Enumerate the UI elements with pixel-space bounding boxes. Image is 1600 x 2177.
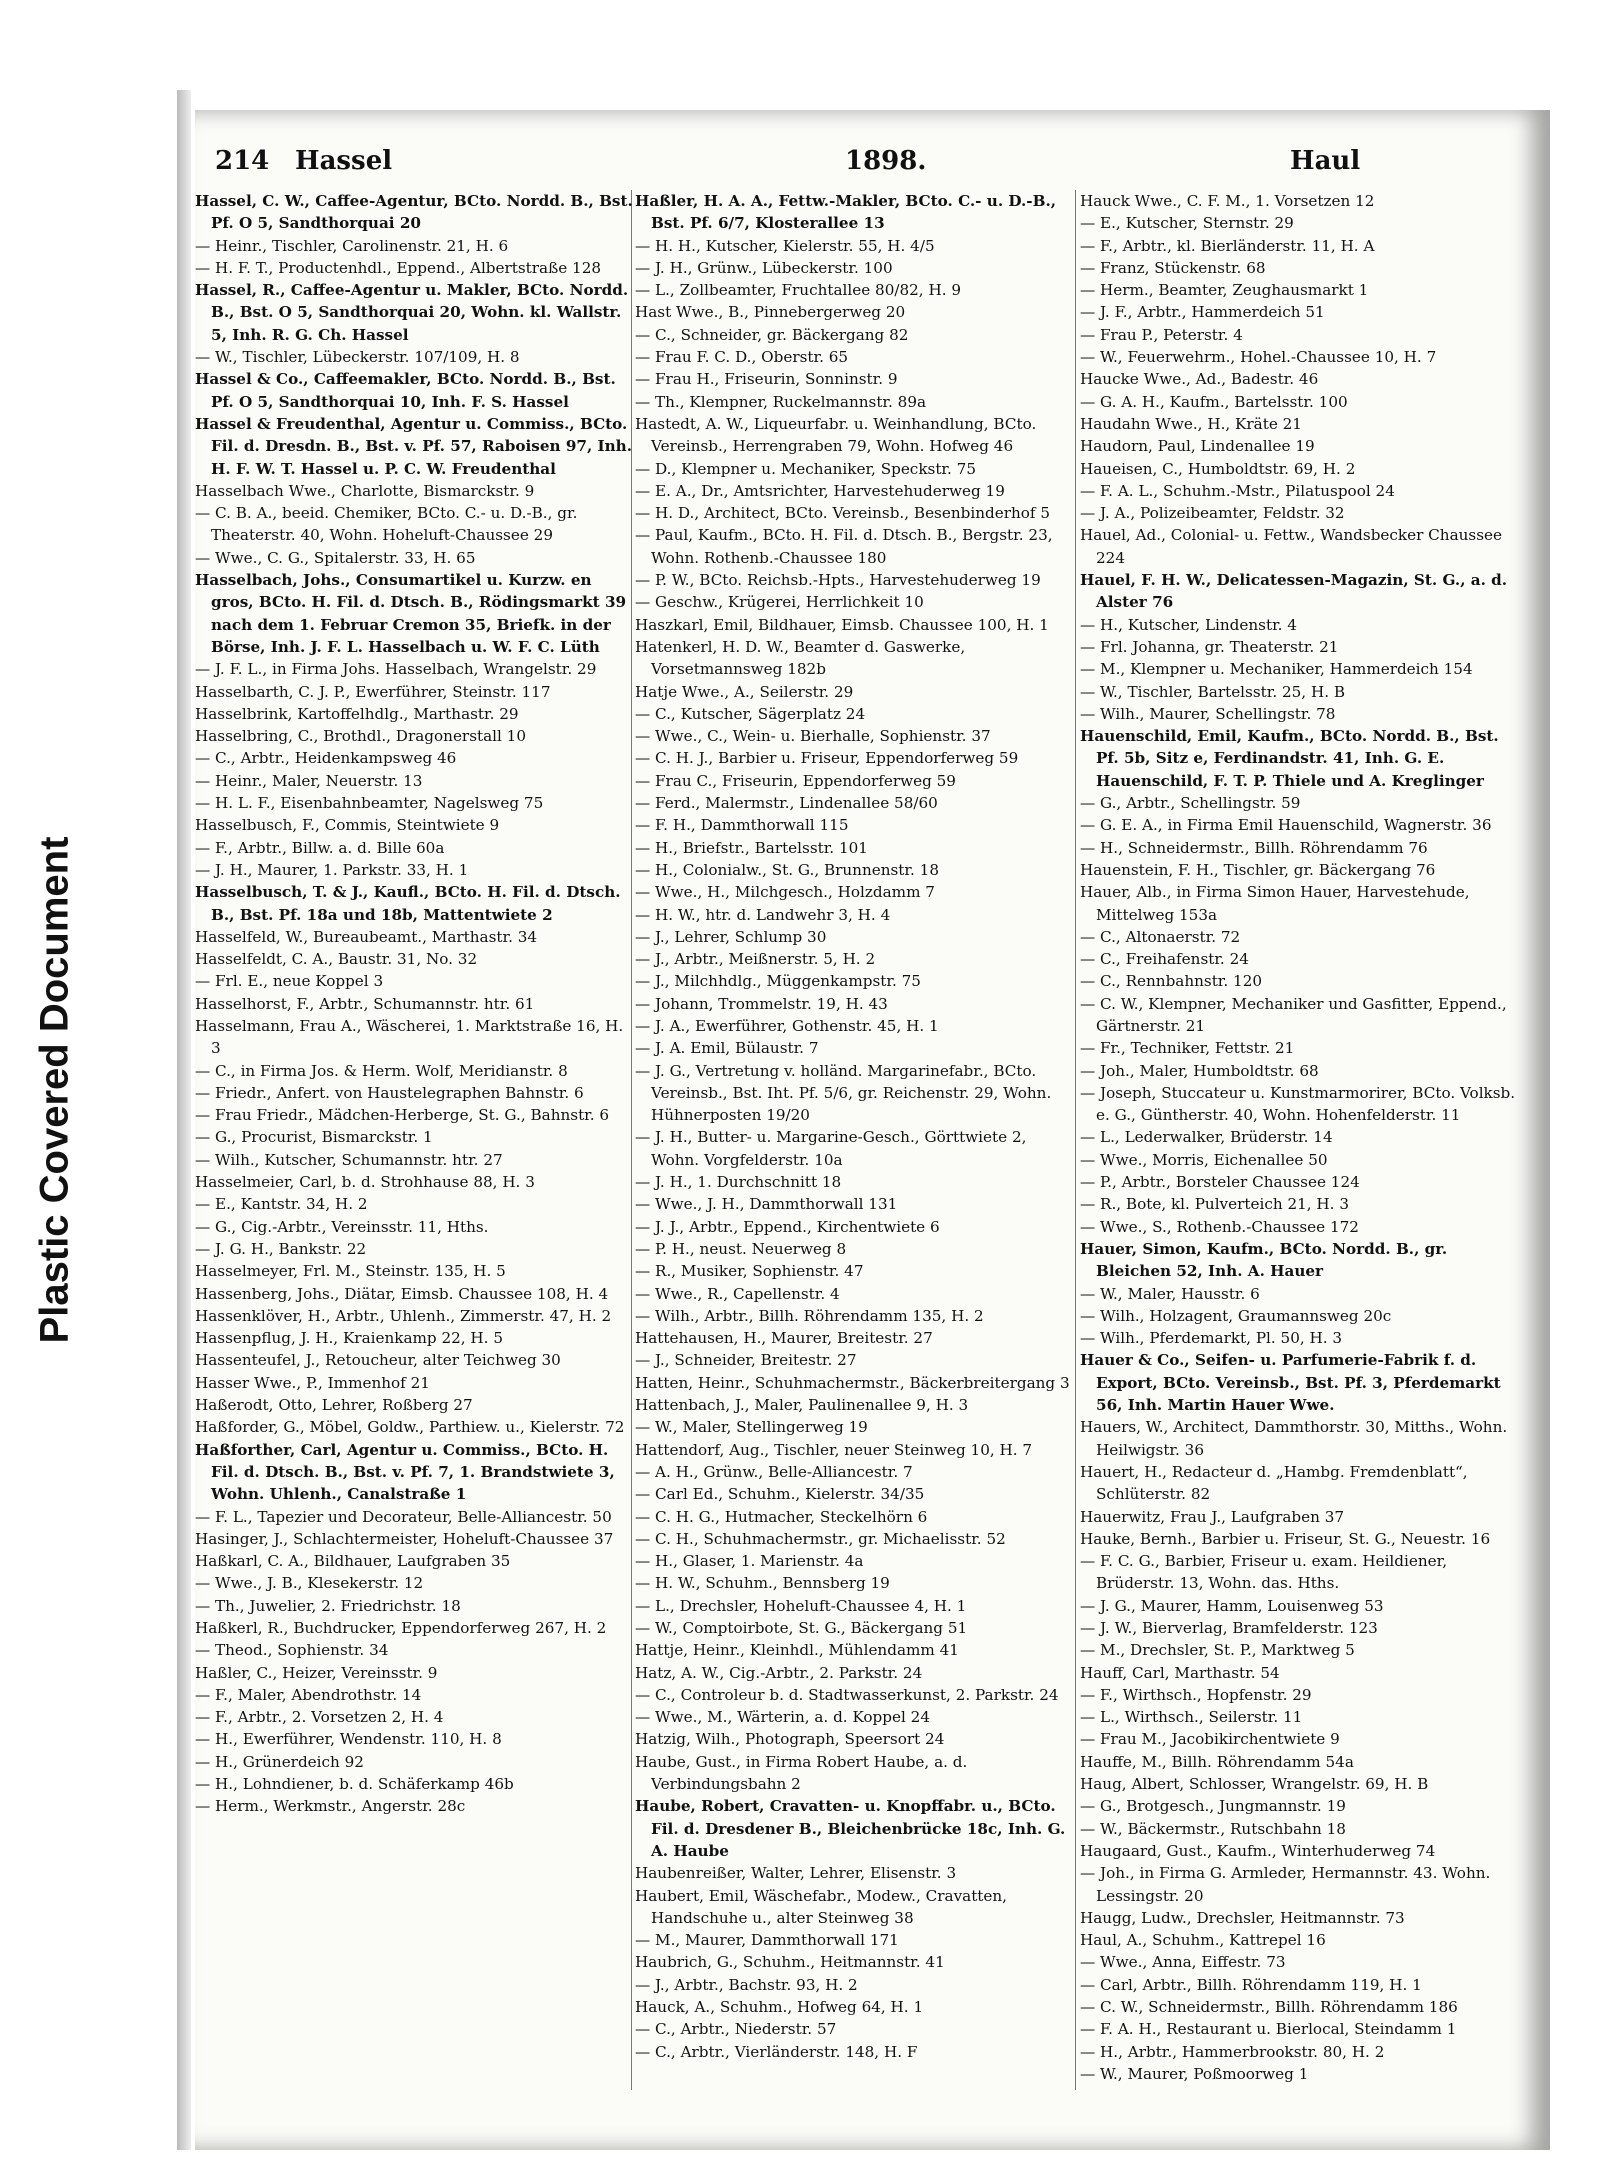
directory-entry: Hauenschild, Emil, Kaufm., BCto. Nordd. B., Bst. Pf. 5b, Sitz e, Ferdinandstr. 41, Inh. G. E. Hauenschild, F. T. P. Thiele und A. Kreglinger (1080, 727, 1499, 790)
directory-entry: — P. H., neust. Neuerweg 8 (635, 1239, 847, 1258)
directory-entry: — G., Brotgesch., Jungmannstr. 19 (1080, 1797, 1346, 1816)
directory-entry: Haueisen, C., Humboldtstr. 69, H. 2 (1080, 459, 1356, 478)
directory-entry: — W., Tischler, Bartelsstr. 25, H. B (1080, 682, 1346, 701)
directory-entry: — C., Arbtr., Heidenkampsweg 46 (195, 749, 457, 768)
directory-entry: — J. G., Maurer, Hamm, Louisenweg 53 (1080, 1596, 1384, 1615)
directory-entry: — J. H., Butter- u. Margarine-Gesch., Görttwiete 2, Wohn. Vorgfelderstr. 10a (635, 1128, 1027, 1169)
directory-entry: — H. D., Architect, BCto. Vereinsb., Besenbinderhof 5 (635, 504, 1050, 523)
directory-entry: — J. W., Bierverlag, Bramfelderstr. 123 (1080, 1619, 1378, 1637)
directory-entry: — Wwe., Anna, Eiffestr. 73 (1080, 1953, 1286, 1972)
directory-entry: — Frau M., Jacobikirchentwiete 9 (1080, 1730, 1340, 1749)
directory-entry: Hatzig, Wilh., Photograph, Speersort 24 (635, 1730, 945, 1749)
directory-entry: — Th., Juwelier, 2. Friedrichstr. 18 (195, 1596, 461, 1615)
directory-entry: — Carl Ed., Schuhm., Kielerstr. 34/35 (635, 1485, 925, 1504)
directory-entry: Hatz, A. W., Cig.-Arbtr., 2. Parkstr. 24 (635, 1663, 923, 1682)
directory-entry: — J. A., Polizeibeamter, Feldstr. 32 (1080, 504, 1345, 523)
directory-page (195, 110, 1550, 2150)
directory-entry: Hauerwitz, Frau J., Laufgraben 37 (1080, 1507, 1345, 1526)
directory-entry: Haugg, Ludw., Drechsler, Heitmannstr. 73 (1080, 1908, 1405, 1927)
directory-entry: Haudorn, Paul, Lindenallee 19 (1080, 437, 1315, 456)
directory-entry: — C. B. A., beeid. Chemiker, BCto. C.- u. D.-B., gr. Theaterstr. 40, Wohn. Hoheluft-Chaussee 29 (195, 504, 578, 545)
directory-entry: Hauel, F. H. W., Delicatessen-Magazin, St. G., a. d. Alster 76 (1080, 571, 1508, 612)
directory-entry: — P., Arbtr., Borsteler Chaussee 124 (1080, 1173, 1360, 1192)
directory-entry: Hauer & Co., Seifen- u. Parfumerie-Fabrik f. d. Export, BCto. Vereinsb., Bst. Pf. 3, Pferdemarkt 56, Inh. Martin Hauer Wwe. (1080, 1351, 1501, 1415)
directory-entry: — J., Arbtr., Meißnerstr. 5, H. 2 (635, 950, 876, 969)
directory-entry: — Frau F. C. D., Oberstr. 65 (635, 348, 849, 367)
directory-entry: — J. H., Grünw., Lübeckerstr. 100 (635, 258, 893, 277)
directory-entry: — H. F. T., Productenhdl., Eppend., Albertstraße 128 (195, 258, 602, 277)
directory-entry: — C., Arbtr., Niederstr. 57 (635, 2020, 837, 2039)
directory-entry: Hassel, C. W., Caffee-Agentur, BCto. Nordd. B., Bst. Pf. O 5, Sandthorquai 20 (195, 192, 633, 233)
directory-entry: — J. A., Ewerführer, Gothenstr. 45, H. 1 (635, 1016, 939, 1035)
directory-entry: — J. G. H., Bankstr. 22 (195, 1239, 367, 1258)
directory-entry: Haugaard, Gust., Kaufm., Winterhuderweg 74 (1080, 1841, 1436, 1860)
directory-entry: — Wilh., Pferdemarkt, Pl. 50, H. 3 (1080, 1329, 1343, 1348)
directory-entry: — Herm., Beamter, Zeughausmarkt 1 (1080, 281, 1369, 300)
directory-entry: — Wwe., M., Wärterin, a. d. Koppel 24 (635, 1708, 930, 1727)
directory-entry: Hasselbring, C., Brothdl., Dragonerstall 10 (195, 727, 527, 746)
directory-entry: — Joh., Maler, Humboldtstr. 68 (1080, 1061, 1319, 1080)
directory-entry: Hassel & Co., Caffeemakler, BCto. Nordd. B., Bst. Pf. O 5, Sandthorquai 10, Inh. F. S. Hassel (195, 370, 616, 411)
directory-entry: Haßkerl, R., Buchdrucker, Eppendorferweg 267, H. 2 (195, 1619, 607, 1637)
directory-entry: — W., Maler, Hausstr. 6 (1080, 1284, 1260, 1303)
directory-entry: — Frl. Johanna, gr. Theaterstr. 21 (1080, 637, 1339, 656)
directory-entry: — H. L. F., Eisenbahnbeamter, Nagelsweg 75 (195, 794, 544, 813)
column-divider (1075, 190, 1076, 2090)
directory-entry: Hassenklöver, H., Arbtr., Uhlenh., Zimmerstr. 47, H. 2 (195, 1306, 612, 1325)
directory-entry: — J., Lehrer, Schlump 30 (635, 927, 827, 946)
directory-entry: — Johann, Trommelstr. 19, H. 43 (635, 994, 888, 1013)
directory-entry: — H., Grünerdeich 92 (195, 1752, 364, 1771)
directory-entry: — E. A., Dr., Amtsrichter, Harvestehuderweg 19 (635, 481, 1005, 500)
directory-entry: — W., Feuerwehrm., Hohel.-Chaussee 10, H. 7 (1080, 348, 1437, 367)
directory-entry: Hassenberg, Johs., Diätar, Eimsb. Chaussee 108, H. 4 (195, 1284, 609, 1303)
directory-entry: — Paul, Kaufm., BCto. H. Fil. d. Dtsch. B., Bergstr. 23, Wohn. Rothenb.-Chaussee 180 (635, 526, 1053, 567)
directory-entry: — W., Maler, Stellingerweg 19 (635, 1418, 868, 1437)
directory-entry: Hasselbrink, Kartoffelhdlg., Marthastr. 29 (195, 704, 519, 723)
directory-entry: — W., Tischler, Lübeckerstr. 107/109, H. 8 (195, 348, 520, 367)
directory-entry: Haubenreißer, Walter, Lehrer, Elisenstr. 3 (635, 1864, 957, 1883)
directory-entry: — Frau P., Peterstr. 4 (1080, 325, 1243, 344)
directory-entry: Hauck Wwe., C. F. M., 1. Vorsetzen 12 (1080, 192, 1375, 210)
directory-entry: — F. A. H., Restaurant u. Bierlocal, Steindamm 1 (1080, 2020, 1457, 2039)
directory-entry: Hatten, Heinr., Schuhmachermstr., Bäckerbreitergang 3 (635, 1373, 1070, 1392)
directory-entry: Hauer, Alb., in Firma Simon Hauer, Harvestehude, Mittelweg 153a (1080, 883, 1470, 924)
directory-entry: — Wwe., C. G., Spitalerstr. 33, H. 65 (195, 548, 476, 567)
directory-entry: — Heinr., Tischler, Carolinenstr. 21, H. 6 (195, 236, 509, 255)
right-running-head: Haul (1290, 146, 1361, 176)
directory-entry: — F., Arbtr., 2. Vorsetzen 2, H. 4 (195, 1708, 444, 1727)
running-head (215, 146, 1490, 186)
directory-entry: Haubert, Emil, Wäschefabr., Modew., Cravatten, Handschuhe u., alter Steinweg 38 (635, 1886, 1008, 1927)
directory-entry: — Frau C., Friseurin, Eppendorferweg 59 (635, 771, 956, 790)
directory-entry: — Wwe., J. B., Klesekerstr. 12 (195, 1574, 424, 1593)
directory-entry: Haßforder, G., Möbel, Goldw., Parthiew. u., Kielerstr. 72 (195, 1418, 625, 1437)
directory-entry: — J. A. Emil, Bülaustr. 7 (635, 1039, 819, 1058)
directory-entry: — P. W., BCto. Reichsb.-Hpts., Harvestehuderweg 19 (635, 571, 1041, 590)
column-1 (195, 190, 633, 1818)
directory-entry: Haubrich, G., Schuhm., Heitmannstr. 41 (635, 1953, 945, 1972)
directory-entry: — Wwe., S., Rothenb.-Chaussee 172 (1080, 1217, 1359, 1236)
directory-entry: — J. J., Arbtr., Eppend., Kirchentwiete 6 (635, 1217, 940, 1236)
directory-entry: — L., Drechsler, Hoheluft-Chaussee 4, H. 1 (635, 1596, 967, 1615)
directory-entry: Haßerodt, Otto, Lehrer, Roßberg 27 (195, 1396, 473, 1415)
directory-entry: Hattje, Heinr., Kleinhdl., Mühlendamm 41 (635, 1641, 959, 1660)
directory-entry: Hauff, Carl, Marthastr. 54 (1080, 1663, 1280, 1682)
directory-entry: — Theod., Sophienstr. 34 (195, 1641, 389, 1660)
directory-entry: Hassel, R., Caffee-Agentur u. Makler, BCto. Nordd. B., Bst. O 5, Sandthorquai 20, Wohn. kl. Wallstr. 5, Inh. R. G. Ch. Hassel (195, 281, 629, 344)
directory-entry: — J., Arbtr., Bachstr. 93, H. 2 (635, 1975, 858, 1994)
directory-entry: — G. E. A., in Firma Emil Hauenschild, Wagnerstr. 36 (1080, 816, 1492, 835)
directory-entry: Haucke Wwe., Ad., Badestr. 46 (1080, 370, 1319, 389)
directory-entry: — G., Arbtr., Schellingstr. 59 (1080, 794, 1301, 813)
directory-entry: — J. F. L., in Firma Johs. Hasselbach, Wrangelstr. 29 (195, 660, 597, 679)
directory-entry: Haszkarl, Emil, Bildhauer, Eimsb. Chaussee 100, H. 1 (635, 615, 1049, 634)
directory-entry: Hauert, H., Redacteur d. „Hambg. Fremdenblatt“, Schlüterstr. 82 (1080, 1462, 1468, 1504)
plastic-covered-label (0, 0, 110, 2177)
directory-entry: — Wwe., R., Capellenstr. 4 (635, 1284, 840, 1303)
sidebar-text: Plastic Covered Document (32, 836, 77, 1344)
directory-entry: — Carl, Arbtr., Billh. Röhrendamm 119, H. 1 (1080, 1975, 1422, 1994)
directory-entry: — Joseph, Stuccateur u. Kunstmarmorirer, BCto. Volksb. e. G., Güntherstr. 40, Wohn. Hohenfelderstr. 11 (1080, 1083, 1516, 1125)
directory-entry: — A. H., Grünw., Belle-Alliancestr. 7 (635, 1462, 913, 1481)
directory-entry: Haudahn Wwe., H., Kräte 21 (1080, 414, 1302, 433)
directory-entry: Hauel, Ad., Colonial- u. Fettw., Wandsbecker Chaussee 224 (1080, 526, 1502, 567)
directory-entry: — M., Drechsler, St. P., Marktweg 5 (1080, 1641, 1355, 1660)
directory-entry: Hauffe, M., Billh. Röhrendamm 54a (1080, 1752, 1354, 1771)
directory-entry: Hastedt, A. W., Liqueurfabr. u. Weinhandlung, BCto. Vereinsb., Herrengraben 79, Wohn. Hofweg 46 (635, 414, 1037, 456)
directory-entry: — J., Schneider, Breitestr. 27 (635, 1351, 857, 1370)
directory-entry: — H. W., htr. d. Landwehr 3, H. 4 (635, 905, 891, 924)
directory-entry: — C., Arbtr., Vierländerstr. 148, H. F (635, 2042, 918, 2061)
directory-entry: — F., Arbtr., Billw. a. d. Bille 60a (195, 838, 445, 857)
directory-entry: — H., Colonialw., St. G., Brunnenstr. 18 (635, 860, 939, 879)
column-2 (635, 190, 1073, 2063)
directory-entry: — Th., Klempner, Ruckelmannstr. 89a (635, 392, 927, 411)
directory-entry: Haul, A., Schuhm., Kattrepel 16 (1080, 1931, 1326, 1950)
directory-entry: — C., Schneider, gr. Bäckergang 82 (635, 325, 909, 344)
directory-entry: Hasselbach Wwe., Charlotte, Bismarckstr. 9 (195, 481, 535, 500)
directory-entry: — Frl. E., neue Koppel 3 (195, 972, 384, 991)
directory-entry: Hauer, Simon, Kaufm., BCto. Nordd. B., gr. Bleichen 52, Inh. A. Hauer (1080, 1239, 1448, 1281)
directory-entry: Hatenkerl, H. D. W., Beamter d. Gaswerke, Vorsetmannsweg 182b (635, 637, 966, 679)
directory-entry: Haube, Robert, Cravatten- u. Knopffabr. u., BCto. Fil. d. Dresdener B., Bleichenbrücke 18c, Inh. G. A. Haube (635, 1797, 1066, 1860)
directory-entry: — Wilh., Holzagent, Graumannsweg 20c (1080, 1306, 1392, 1325)
directory-entry: Hauenstein, F. H., Tischler, gr. Bäckergang 76 (1080, 860, 1436, 879)
directory-entry: — Fr., Techniker, Fettstr. 21 (1080, 1039, 1295, 1058)
directory-entry: — C., Altonaerstr. 72 (1080, 927, 1241, 946)
directory-entry: — M., Maurer, Dammthorwall 171 (635, 1931, 899, 1950)
directory-entry: — Franz, Stückenstr. 68 (1080, 258, 1266, 277)
directory-entry: — F., Arbtr., kl. Bierländerstr. 11, H. A (1080, 236, 1375, 255)
directory-entry: Hasinger, J., Schlachtermeister, Hoheluft-Chaussee 37 (195, 1529, 614, 1548)
directory-entry: — F. H., Dammthorwall 115 (635, 816, 849, 835)
directory-entry: — L., Zollbeamter, Fruchtallee 80/82, H. 9 (635, 281, 962, 300)
directory-entry: — Wwe., Morris, Eichenallee 50 (1080, 1150, 1328, 1169)
directory-entry: — Ferd., Malermstr., Lindenallee 58/60 (635, 794, 938, 813)
directory-entry: — G., Procurist, Bismarckstr. 1 (195, 1128, 433, 1147)
directory-entry: — W., Maurer, Poßmoorweg 1 (1080, 2064, 1309, 2083)
directory-entry: — C., Kutscher, Sägerplatz 24 (635, 704, 866, 723)
directory-entry: Hauers, W., Architect, Dammthorstr. 30, Mitths., Wohn. Heilwigstr. 36 (1080, 1418, 1508, 1459)
directory-entry: — H., Schneidermstr., Billh. Röhrendamm 76 (1080, 838, 1428, 857)
directory-entry: Hasselbusch, T. & J., Kaufl., BCto. H. Fil. d. Dtsch. B., Bst. Pf. 18a und 18b, Mattentwiete 2 (195, 883, 621, 924)
directory-entry: — Wwe., H., Milchgesch., Holzdamm 7 (635, 883, 935, 902)
directory-entry: — G. A. H., Kaufm., Bartelsstr. 100 (1080, 392, 1348, 411)
directory-entry: — Friedr., Anfert. von Haustelegraphen Bahnstr. 6 (195, 1083, 584, 1102)
directory-entry: — G., Cig.-Arbtr., Vereinsstr. 11, Hths. (195, 1217, 489, 1236)
directory-entry: — Joh., in Firma G. Armleder, Hermannstr. 43. Wohn. Lessingstr. 20 (1080, 1864, 1491, 1905)
directory-entry: — C. H., Schuhmachermstr., gr. Michaelisstr. 52 (635, 1529, 1006, 1548)
directory-entry: — H., Arbtr., Hammerbrookstr. 80, H. 2 (1080, 2042, 1385, 2061)
directory-entry: Hasser Wwe., P., Immenhof 21 (195, 1373, 430, 1392)
directory-entry: Hasselmann, Frau A., Wäscherei, 1. Marktstraße 16, H. 3 (195, 1016, 624, 1058)
directory-entry: Hasselmeier, Carl, b. d. Strohhause 88, H. 3 (195, 1173, 535, 1192)
directory-entry: — C. W., Schneidermstr., Billh. Röhrendamm 186 (1080, 1998, 1458, 2017)
directory-entry: — C. W., Klempner, Mechaniker und Gasfitter, Eppend., Gärtnerstr. 21 (1080, 994, 1507, 1035)
directory-entry: Hast Wwe., B., Pinnebergerweg 20 (635, 303, 906, 322)
directory-entry: — L., Wirthsch., Seilerstr. 11 (1080, 1708, 1303, 1727)
directory-entry: Hattendorf, Aug., Tischler, neuer Steinweg 10, H. 7 (635, 1440, 1033, 1459)
directory-entry: — C., Rennbahnstr. 120 (1080, 972, 1263, 991)
directory-entry: — W., Bäckermstr., Rutschbahn 18 (1080, 1819, 1346, 1838)
directory-entry: — H. W., Schuhm., Bennsberg 19 (635, 1574, 890, 1593)
directory-entry: Hasselhorst, F., Arbtr., Schumannstr. htr. 61 (195, 994, 535, 1013)
directory-entry: — F., Maler, Abendrothstr. 14 (195, 1685, 422, 1704)
directory-entry: — Wwe., J. H., Dammthorwall 131 (635, 1195, 898, 1214)
directory-entry: Hasselmeyer, Frl. M., Steinstr. 135, H. 5 (195, 1262, 506, 1281)
directory-entry: — F. A. L., Schuhm.-Mstr., Pilatuspool 24 (1080, 481, 1395, 500)
directory-entry: — E., Kutscher, Sternstr. 29 (1080, 214, 1294, 233)
directory-entry: — H. H., Kutscher, Kielerstr. 55, H. 4/5 (635, 236, 935, 255)
directory-entry: Hasselfeld, W., Bureaubeamt., Marthastr. 34 (195, 927, 538, 946)
left-running-head: Hassel (295, 146, 393, 176)
directory-entry: Hauck, A., Schuhm., Hofweg 64, H. 1 (635, 1998, 924, 2017)
directory-entry: Hattenbach, J., Maler, Paulinenallee 9, H. 3 (635, 1396, 969, 1415)
directory-entry: — C., in Firma Jos. & Herm. Wolf, Meridianstr. 8 (195, 1061, 568, 1080)
directory-entry: — Herm., Werkmstr., Angerstr. 28c (195, 1797, 466, 1816)
directory-entry: — E., Kantstr. 34, H. 2 (195, 1195, 368, 1214)
directory-entry: Haßkarl, C. A., Bildhauer, Laufgraben 35 (195, 1552, 511, 1571)
directory-entry: — J. F., Arbtr., Hammerdeich 51 (1080, 303, 1325, 322)
directory-entry: Haug, Albert, Schlosser, Wrangelstr. 69, H. B (1080, 1775, 1429, 1794)
directory-entry: — L., Lederwalker, Brüderstr. 14 (1080, 1128, 1333, 1147)
directory-entry: — R., Bote, kl. Pulverteich 21, H. 3 (1080, 1195, 1349, 1214)
directory-entry: — C. H. J., Barbier u. Friseur, Eppendorferweg 59 (635, 749, 1019, 768)
directory-entry: Hauke, Bernh., Barbier u. Friseur, St. G., Neuestr. 16 (1080, 1529, 1491, 1548)
directory-entry: — H., Ewerführer, Wendenstr. 110, H. 8 (195, 1730, 502, 1749)
directory-entry: — M., Klempner u. Mechaniker, Hammerdeich 154 (1080, 660, 1473, 679)
directory-entry: Hattehausen, H., Maurer, Breitestr. 27 (635, 1329, 933, 1348)
directory-entry: Hasselbusch, F., Commis, Steintwiete 9 (195, 816, 500, 835)
directory-entry: Haßler, C., Heizer, Vereinsstr. 9 (195, 1663, 438, 1682)
directory-entry: — F. L., Tapezier und Decorateur, Belle-Alliancestr. 50 (195, 1507, 612, 1526)
directory-entry: — J. H., Maurer, 1. Parkstr. 33, H. 1 (195, 860, 469, 879)
directory-entry: Hasselfeldt, C. A., Baustr. 31, No. 32 (195, 950, 478, 969)
directory-entry: Hassenteufel, J., Retoucheur, alter Teichweg 30 (195, 1351, 561, 1370)
directory-entry: Haßforther, Carl, Agentur u. Commiss., BCto. H. Fil. d. Dtsch. B., Bst. v. Pf. 7, 1. Brandstwiete 3, Wohn. Uhlenh., Canalstraße 1 (195, 1440, 615, 1504)
directory-entry: — Wwe., C., Wein- u. Bierhalle, Sophienstr. 37 (635, 727, 991, 746)
directory-entry: Hasselbach, Johs., Consumartikel u. Kurzw. en gros, BCto. H. Fil. d. Dtsch. B., Rödingsmarkt 39 nach dem 1. Februar Cremon 35, Briefk. in der Börse, Inh. J. F. L. Hasselbach u. W. F. C. Lüth (195, 571, 627, 656)
directory-entry: — R., Musiker, Sophienstr. 47 (635, 1262, 864, 1281)
directory-entry: — H., Glaser, 1. Marienstr. 4a (635, 1552, 864, 1571)
directory-entry: — H., Briefstr., Bartelsstr. 101 (635, 838, 868, 857)
directory-entry: — J., Milchhdlg., Müggenkampstr. 75 (635, 972, 921, 991)
page-number: 214 (215, 146, 270, 176)
directory-entry: — Geschw., Krügerei, Herrlichkeit 10 (635, 593, 924, 612)
directory-entry: — Heinr., Maler, Neuerstr. 13 (195, 771, 423, 790)
directory-entry: — C., Controleur b. d. Stadtwasserkunst, 2. Parkstr. 24 (635, 1685, 1059, 1704)
directory-entry: — D., Klempner u. Mechaniker, Speckstr. 75 (635, 459, 976, 478)
directory-entry: — F., Wirthsch., Hopfenstr. 29 (1080, 1685, 1312, 1704)
year-heading: 1898. (845, 146, 927, 176)
directory-entry: Haßler, H. A. A., Fettw.-Makler, BCto. C.- u. D.-B., Bst. Pf. 6/7, Klosterallee 13 (635, 192, 1057, 233)
directory-entry: — Frau H., Friseurin, Sonninstr. 9 (635, 370, 898, 389)
directory-entry: — Frau Friedr., Mädchen-Herberge, St. G., Bahnstr. 6 (195, 1106, 610, 1125)
directory-entry: — J. H., 1. Durchschnitt 18 (635, 1173, 842, 1192)
directory-entry: Hassenpflug, J. H., Kraienkamp 22, H. 5 (195, 1329, 503, 1348)
directory-entry: — Wilh., Arbtr., Billh. Röhrendamm 135, H. 2 (635, 1306, 984, 1325)
directory-entry: Haube, Gust., in Firma Robert Haube, a. d. Verbindungsbahn 2 (635, 1752, 968, 1794)
directory-entry: — Wilh., Kutscher, Schumannstr. htr. 27 (195, 1150, 503, 1169)
directory-entry: Hatje Wwe., A., Seilerstr. 29 (635, 682, 854, 701)
column-3 (1080, 190, 1518, 2085)
directory-entry: — C., Freihafenstr. 24 (1080, 950, 1249, 969)
directory-entry: — W., Comptoirbote, St. G., Bäckergang 51 (635, 1619, 968, 1637)
directory-entry: — H., Lohndiener, b. d. Schäferkamp 46b (195, 1775, 514, 1794)
directory-entry: — C. H. G., Hutmacher, Steckelhörn 6 (635, 1507, 928, 1526)
directory-entry: — J. G., Vertretung v. holländ. Margarinefabr., BCto. Vereinsb., Bst. Iht. Pf. 5/6, gr. Reichenstr. 29, Wohn. Hühnerposten 19/20 (635, 1061, 1052, 1125)
directory-entry: — H., Kutscher, Lindenstr. 4 (1080, 615, 1297, 634)
directory-entry: — Wilh., Maurer, Schellingstr. 78 (1080, 704, 1336, 723)
directory-entry: — F. C. G., Barbier, Friseur u. exam. Heildiener, Brüderstr. 13, Wohn. das. Hths. (1080, 1552, 1448, 1593)
directory-entry: Hasselbarth, C. J. P., Ewerführer, Steinstr. 117 (195, 682, 551, 701)
directory-entry: Hassel & Freudenthal, Agentur u. Commiss., BCto. Fil. d. Dresdn. B., Bst. v. Pf. 57, Raboisen 97, Inh. H. F. W. T. Hassel u. P. C. W. Freudenthal (195, 414, 633, 478)
